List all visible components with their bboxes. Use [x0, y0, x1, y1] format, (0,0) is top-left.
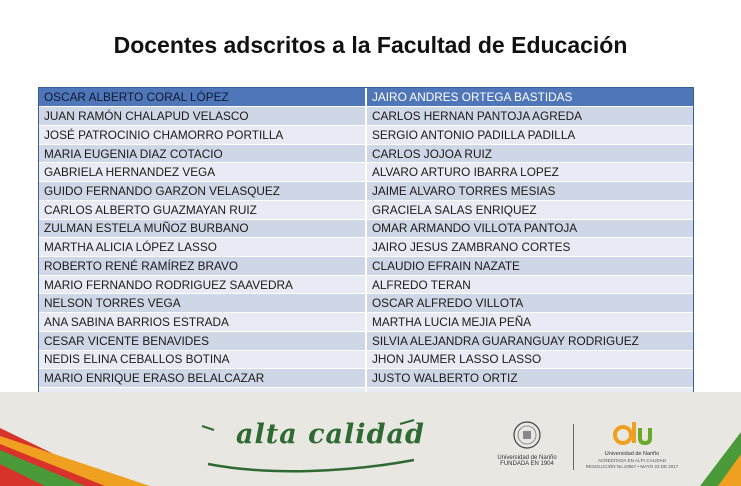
logo-divider	[573, 424, 574, 470]
teacher-name-right: OMAR ARMANDO VILLOTA PANTOJA	[366, 219, 693, 238]
teacher-name-right: JAIME ALVARO TORRES MESIAS	[366, 182, 693, 201]
teacher-name-right: JAIRO ANDRES ORTEGA BASTIDAS	[366, 88, 693, 107]
teacher-name-right: MARTHA LUCIA MEJIA PEÑA	[366, 313, 693, 332]
teacher-name-right: ALFREDO TERAN	[366, 275, 693, 294]
teacher-name-right: JHON JAUMER LASSO LASSO	[366, 350, 693, 369]
teacher-name-left: JUAN RAMÓN CHALAPUD VELASCO	[39, 107, 366, 126]
teacher-name-left: MARTHA ALICIA LÓPEZ LASSO	[39, 238, 366, 257]
teacher-name-right: OSCAR ALFREDO VILLOTA	[366, 294, 693, 313]
lema-text: alta calidad	[236, 419, 425, 450]
table-row	[39, 200, 693, 219]
acreditation-line1: ACREDITADA EN ALTA CALIDAD	[597, 458, 667, 463]
teacher-name-left: ANA SABINA BARRIOS ESTRADA	[39, 313, 366, 332]
table-row	[39, 144, 693, 163]
teacher-name-left: MARIO ENRIQUE ERASO BELALCAZAR	[39, 369, 366, 388]
teacher-name-left: JOSÉ PATROCINIO CHAMORRO PORTILLA	[39, 125, 366, 144]
acreditation-logo	[582, 420, 682, 470]
udenar-logo	[497, 420, 557, 467]
table-row	[39, 294, 693, 313]
teacher-name-right: JAIRO JESUS ZAMBRANO CORTES	[366, 238, 693, 257]
acreditation-au-icon	[610, 420, 654, 446]
teacher-name-right: CARLOS JOJOA RUIZ	[366, 144, 693, 163]
teacher-name-left: CARLOS ALBERTO GUAZMAYAN RUIZ	[39, 200, 366, 219]
teacher-name-left: GABRIELA HERNANDEZ VEGA	[39, 163, 366, 182]
table-row	[39, 163, 693, 182]
teachers-table-body	[39, 88, 693, 425]
table-row	[39, 238, 693, 257]
table-row	[39, 331, 693, 350]
table-row	[39, 275, 693, 294]
university-founded: FUNDADA EN 1904	[500, 461, 554, 467]
teacher-name-right: SERGIO ANTONIO PADILLA PADILLA	[366, 125, 693, 144]
table-row	[39, 369, 693, 388]
teachers-table	[38, 87, 694, 426]
teacher-name-left: CESAR VICENTE BENAVIDES	[39, 331, 366, 350]
table-row	[39, 219, 693, 238]
teacher-name-right: ALVARO ARTURO IBARRA LOPEZ	[366, 163, 693, 182]
teacher-name-left: NEDIS ELINA CEBALLOS BOTINA	[39, 350, 366, 369]
slide-title: Docentes adscritos a la Facultad de Educación	[113, 32, 628, 58]
teacher-name-right: CLAUDIO EFRAIN NAZATE	[366, 256, 693, 275]
teacher-name-left: OSCAR ALBERTO CORAL LÓPEZ	[39, 88, 366, 107]
acreditation-university: Universidad de Nariño	[604, 451, 660, 457]
teacher-name-right: GRACIELA SALAS ENRIQUEZ	[366, 200, 693, 219]
table-row	[39, 256, 693, 275]
table-row	[39, 107, 693, 126]
table-row	[39, 350, 693, 369]
teacher-name-left: MARIO FERNANDO RODRIGUEZ SAAVEDRA	[39, 275, 366, 294]
teacher-name-left: GUIDO FERNANDO GARZON VELASQUEZ	[39, 182, 366, 201]
teacher-name-right: SILVIA ALEJANDRA GUARANGUAY RODRIGUEZ	[366, 331, 693, 350]
table-row	[39, 125, 693, 144]
table-row	[39, 88, 693, 107]
table-row	[39, 182, 693, 201]
university-seal-icon	[512, 420, 542, 450]
teacher-name-left: MARIA EUGENIA DIAZ COTACIO	[39, 144, 366, 163]
teacher-name-right: CARLOS HERNAN PANTOJA AGREDA	[366, 107, 693, 126]
teacher-name-left: ROBERTO RENÉ RAMÍREZ BRAVO	[39, 256, 366, 275]
acreditation-line2: RESOLUCIÓN No.10567 • MAYO 23 DE 2017	[585, 464, 679, 469]
teacher-name-left: NELSON TORRES VEGA	[39, 294, 366, 313]
teacher-name-right: JUSTO WALBERTO ORTIZ	[366, 369, 693, 388]
table-row	[39, 313, 693, 332]
teacher-name-left: ZULMAN ESTELA MUÑOZ BURBANO	[39, 219, 366, 238]
university-name: Universidad de Nariño	[497, 455, 557, 461]
